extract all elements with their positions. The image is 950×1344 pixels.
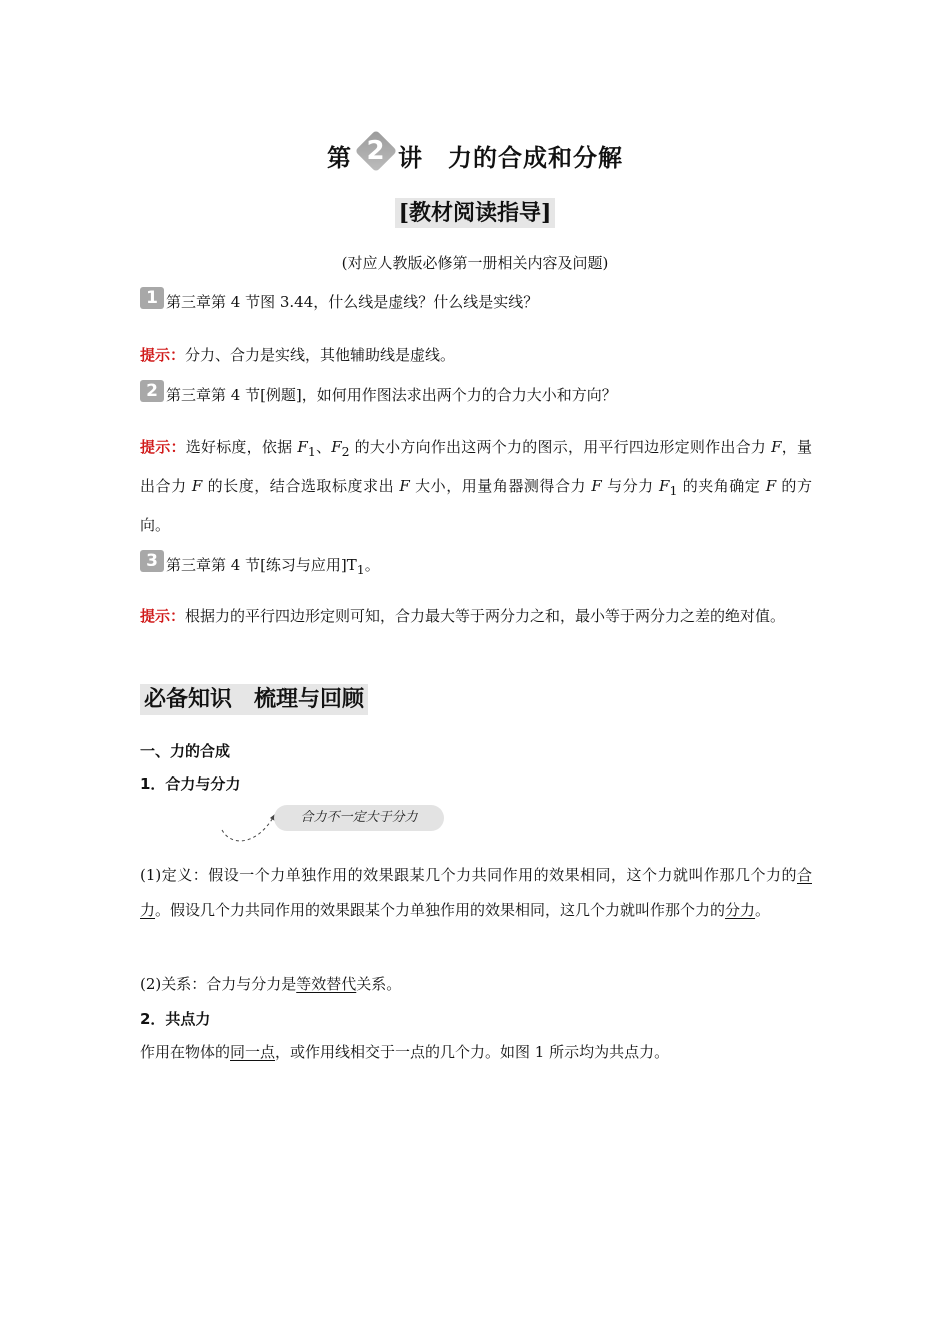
question-1 [140,287,538,312]
lesson-title [0,138,950,173]
title-prefix: 第 [327,144,352,172]
blank-answer: 分力 [725,901,756,919]
question-number-badge: 1 [140,287,164,309]
question-text: 第三章第 4 节[练习与应用]T [166,556,357,574]
question-number-badge: 3 [140,550,164,572]
question-text: 第三章第 4 节图 3.44，什么线是虚线？什么线是实线？ [166,293,539,311]
heading-force-composition: 一、力的合成 [140,742,231,760]
blank-answer: 合力 [140,866,812,919]
question-2 [140,380,617,405]
section-title: 必备知识 梳理与回顾 [140,682,368,713]
relation-paragraph: (2)关系：合力与分力是等效替代关系。 [140,975,402,993]
hint-label: 提示： [140,607,186,625]
subheading-resultant-and-components: 1．合力与分力 [140,775,241,793]
hint-label: 提示： [140,346,186,364]
question-3: 3 第三章第 4 节[练习与应用]$T_1$。 [140,550,380,577]
hint-label: 提示： [140,438,186,456]
hint-text: 根据力的平行四边形定则可知，合力最大等于两分力之和，最小等于两分力之差的绝对值。 [185,607,786,625]
subheading-concurrent-forces: 2．共点力 [140,1010,211,1028]
question-text: 第三章第 4 节[例题]，如何用作图法求出两个力的合力大小和方向？ [166,386,617,404]
section-subtitle: [教材阅读指导] [0,196,950,227]
blank-answer: 等效替代 [296,975,357,993]
tip-bubble: 合力不一定大于分力 [274,805,444,831]
lesson-number: 2 [366,136,386,166]
source-note: (对应人教版必修第一册相关内容及问题) [341,254,609,272]
hint-3 [140,599,812,634]
question-number-badge: 2 [140,380,164,402]
concurrent-forces-paragraph: 作用在物体的同一点，或作用线相交于一点的几个力。如图 1 所示均为共点力。 [140,1043,670,1061]
blank-answer: 同一点 [230,1043,276,1061]
lesson-number-badge [352,138,398,172]
dashed-arrow-icon [218,808,282,848]
hint-1 [140,338,812,373]
definition-paragraph: (1)定义：假设一个力单独作用的效果跟某几个力共同作用的效果相同，这个力就叫作那几个力的合力。假设几个力共同作用的效果跟某个力单独作用的效果相同，这几个力就叫作那个力的分力。 [140,866,812,919]
title-text: 讲 力的合成和分解 [398,144,623,172]
hint-2: 提示：选好标度，依据 $F_1$、$F_2$ 的大小方向作出这两个力的图示，用平行四边形定则作出合力 F，量出合力 F 的长度，结合选取标度求出 F 大小，用量角器测得合力 F 与分力 $F_1$ 的夹角确定 F 的方向。 [140,438,812,534]
hint-text: 分力、合力是实线，其他辅助线是虚线。 [185,346,456,364]
